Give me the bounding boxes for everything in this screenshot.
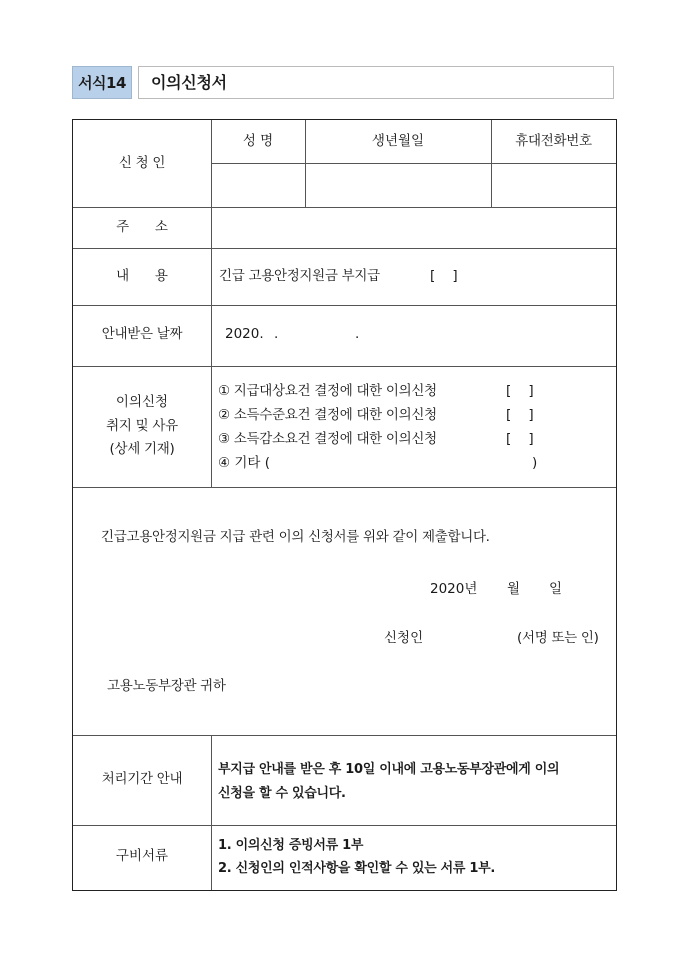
name-column-header: 성 명 bbox=[242, 133, 274, 149]
documents-item-1: 1. 이의신청 증빙서류 1부 bbox=[218, 838, 364, 853]
divider bbox=[73, 735, 616, 736]
divider bbox=[73, 487, 616, 488]
reason-option-2: ② 소득수준요건 결정에 대한 이의신청 bbox=[218, 407, 437, 423]
reason-option-3: ③ 소득감소요건 결정에 대한 이의신청 bbox=[218, 431, 437, 447]
reason-option-3-checkbox[interactable]: [ ] bbox=[506, 431, 534, 447]
birthdate-field[interactable] bbox=[307, 176, 489, 196]
reason-option-2-checkbox[interactable]: [ ] bbox=[506, 407, 534, 423]
applicant-label: 신 청 인 bbox=[118, 155, 166, 171]
address-field[interactable] bbox=[215, 221, 611, 241]
reason-label-line3: (상세 기재) bbox=[109, 441, 175, 457]
signature-note: (서명 또는 인) bbox=[517, 630, 599, 646]
declaration-month: 월 bbox=[507, 581, 521, 597]
phone-field[interactable] bbox=[493, 176, 614, 196]
reason-option-1: ① 지급대상요건 결정에 대한 이의신청 bbox=[218, 383, 437, 399]
phone-column-header: 휴대전화번호 bbox=[515, 133, 592, 149]
divider bbox=[73, 366, 616, 367]
notice-date-year: 2020. bbox=[225, 326, 264, 342]
name-field[interactable] bbox=[213, 176, 303, 196]
divider bbox=[73, 825, 616, 826]
form-table bbox=[72, 119, 617, 891]
divider bbox=[73, 305, 616, 306]
content-value: 긴급 고용안정지원금 부지급 bbox=[219, 268, 380, 284]
processing-line2: 신청을 할 수 있습니다. bbox=[218, 786, 346, 801]
content-label: 내 용 bbox=[116, 268, 168, 284]
declaration-day: 일 bbox=[549, 581, 563, 597]
form-number-badge: 서식14 bbox=[72, 66, 132, 99]
documents-label: 구비서류 bbox=[115, 848, 169, 864]
notice-date-label: 안내받은 날짜 bbox=[101, 326, 183, 342]
divider bbox=[305, 120, 306, 207]
content-checkbox[interactable]: [ ] bbox=[430, 268, 458, 284]
declaration-statement: 긴급고용안정지원금 지급 관련 이의 신청서를 위와 같이 제출합니다. bbox=[101, 529, 490, 545]
processing-label: 처리기간 안내 bbox=[101, 771, 183, 787]
reason-option-1-checkbox[interactable]: [ ] bbox=[506, 383, 534, 399]
reason-label-line2: 취지 및 사유 bbox=[106, 418, 178, 434]
declaration-year: 2020년 bbox=[430, 581, 478, 597]
documents-item-2: 2. 신청인의 인적사항을 확인할 수 있는 서류 1부. bbox=[218, 861, 495, 876]
form-title: 이의신청서 bbox=[138, 66, 614, 99]
reason-label-line1: 이의신청 bbox=[115, 394, 169, 410]
reason-option-4-close: ) bbox=[532, 455, 538, 471]
notice-date-month-sep: . bbox=[274, 326, 279, 342]
divider bbox=[491, 120, 492, 207]
address-label: 주 소 bbox=[116, 219, 168, 235]
declaration-applicant-label: 신청인 bbox=[384, 630, 424, 646]
divider bbox=[211, 120, 212, 487]
divider bbox=[211, 735, 212, 890]
divider bbox=[73, 207, 616, 208]
reason-option-4: ④ 기타 ( bbox=[218, 455, 271, 471]
divider bbox=[211, 163, 616, 164]
birthdate-column-header: 생년월일 bbox=[371, 133, 425, 149]
divider bbox=[73, 248, 616, 249]
addressee: 고용노동부장관 귀하 bbox=[107, 678, 226, 694]
processing-line1: 부지급 안내를 받은 후 10일 이내에 고용노동부장관에게 이의 bbox=[218, 762, 560, 777]
notice-date-day-sep: . bbox=[355, 326, 360, 342]
